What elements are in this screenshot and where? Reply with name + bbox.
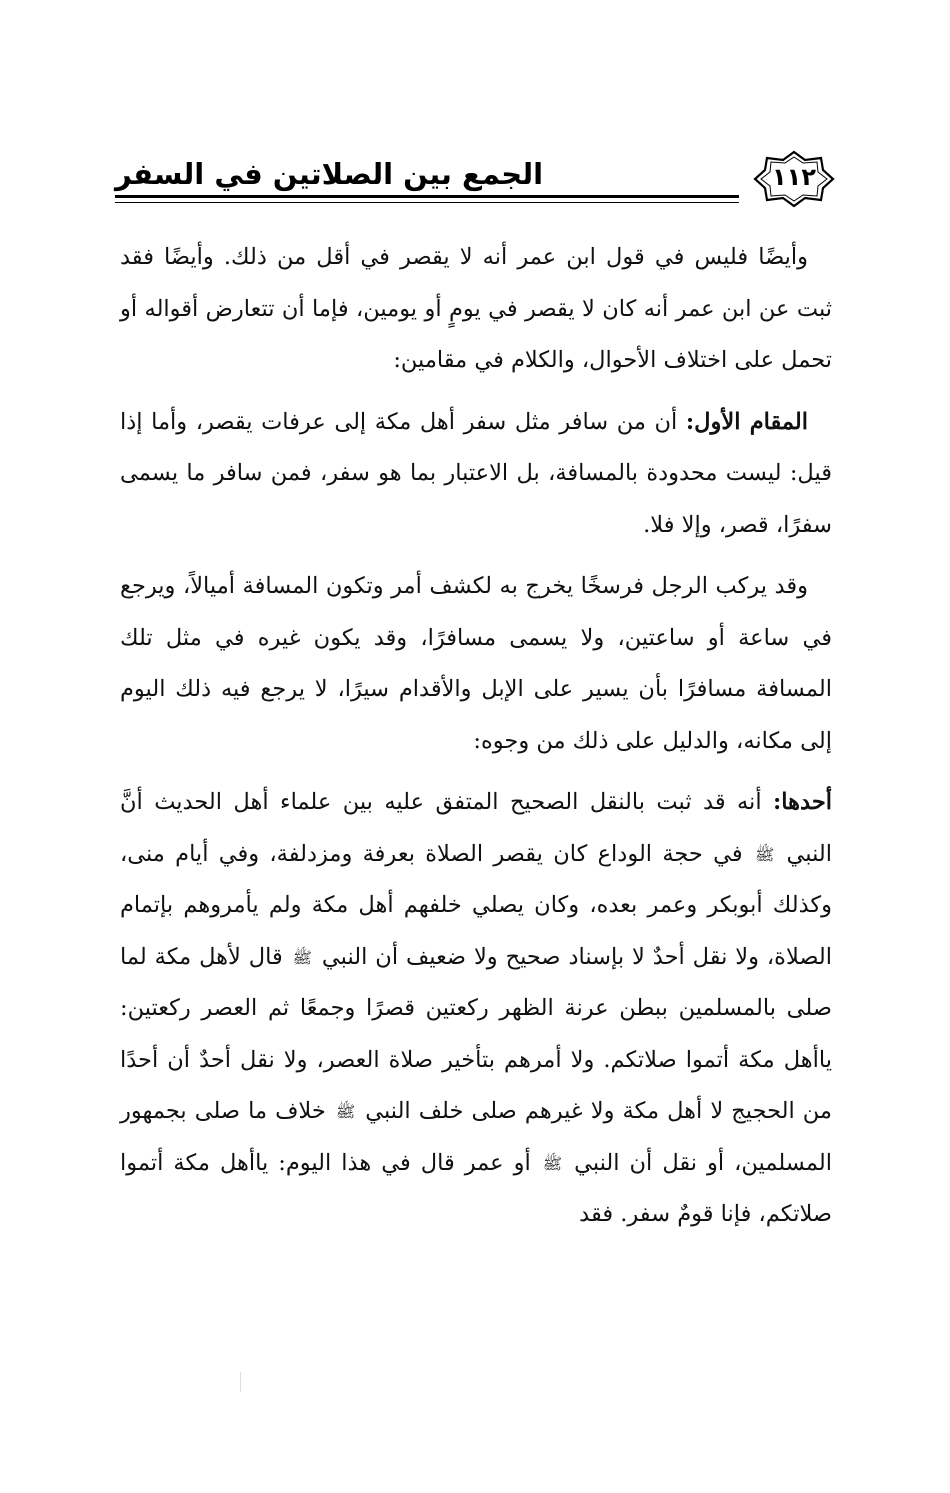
- paragraph-text: خلاف ما صلى بجمهور المسلمين، أو نقل أن النبي: [120, 1098, 832, 1176]
- paragraph-2: [120, 397, 832, 552]
- paragraph-3: [120, 561, 832, 767]
- paragraph-text: أن من سافر مثل سفر أهل مكة إلى عرفات يقصر، وأما إذا قيل: ليست محدودة بالمسافة، بل الاعتبار بما هو سفر، فمن سافر ما يسمى سفرًا، قصر، وإلا فلا.: [120, 408, 832, 538]
- paragraph-4: [120, 777, 832, 1241]
- salutation-glyph: ﷺ: [754, 844, 775, 864]
- paragraph-1: [120, 232, 832, 387]
- page-body: [120, 232, 832, 1251]
- scan-mark: [240, 1372, 241, 1392]
- page-number-badge: [753, 150, 835, 208]
- salutation-glyph: ﷺ: [292, 947, 312, 967]
- page-header: [115, 150, 835, 212]
- paragraph-text: قال لأهل مكة لما صلى بالمسلمين ببطن عرنة الظهر ركعتين قصرًا وجمعًا ثم العصر ركعتين: ياأهل مكة أتموا صلاتكم. ولا أمرهم بتأخير صلاة العصر، ولا نقل أحدٌ أن أحدًا من الحجيج لا أهل مكة ولا غيرهم صلى خلف النبي: [120, 943, 832, 1124]
- page-number: ١١٢: [772, 163, 816, 191]
- salutation-glyph: ﷺ: [542, 1153, 563, 1173]
- header-rule-thin: [115, 202, 739, 203]
- paragraph-heading: المقام الأول:: [685, 408, 809, 435]
- paragraph-text: أنه قد ثبت بالنقل الصحيح المتفق عليه بين علماء أهل الحديث أنَّ النبي: [120, 789, 832, 867]
- header-rule: [115, 195, 739, 198]
- paragraph-heading: أحدها:: [773, 789, 832, 815]
- salutation-glyph: ﷺ: [335, 1102, 356, 1121]
- running-title: الجمع بين الصلاتين في السفر: [115, 157, 544, 191]
- paragraph-text: وقد يركب الرجل فرسخًا يخرج به لكشف أمر وتكون المسافة أميالاً، ويرجع في ساعة أو ساعتين، ولا يسمى مسافرًا، وقد يكون غيره في مثل تلك المسافة مسافرًا بأن يسير على الإبل والأقدام سيرًا، لا يرجع فيه ذلك اليوم إلى مكانه، والدليل على ذلك من وجوه:: [120, 573, 832, 754]
- paragraph-text: أو عمر قال في هذا اليوم: ياأهل مكة أتموا صلاتكم، فإنا قومٌ سفر. فقد: [120, 1149, 832, 1227]
- paragraph-text: في حجة الوداع كان يقصر الصلاة بعرفة ومزدلفة، وفي أيام منى، وكذلك أبوبكر وعمر بعده، وكان يصلي خلفهم أهل مكة ولم يأمروهم بإتمام الصلاة، ولا نقل أحدٌ لا بإسناد صحيح ولا ضعيف أن النبي: [120, 840, 832, 970]
- paragraph-text: وأيضًا فليس في قول ابن عمر أنه لا يقصر في أقل من ذلك. وأيضًا فقد ثبت عن ابن عمر أنه كان لا يقصر في يومٍ أو يومين، فإما أن تتعارض أقواله أو تحمل على اختلاف الأحوال، والكلام في مقامين:: [120, 244, 832, 373]
